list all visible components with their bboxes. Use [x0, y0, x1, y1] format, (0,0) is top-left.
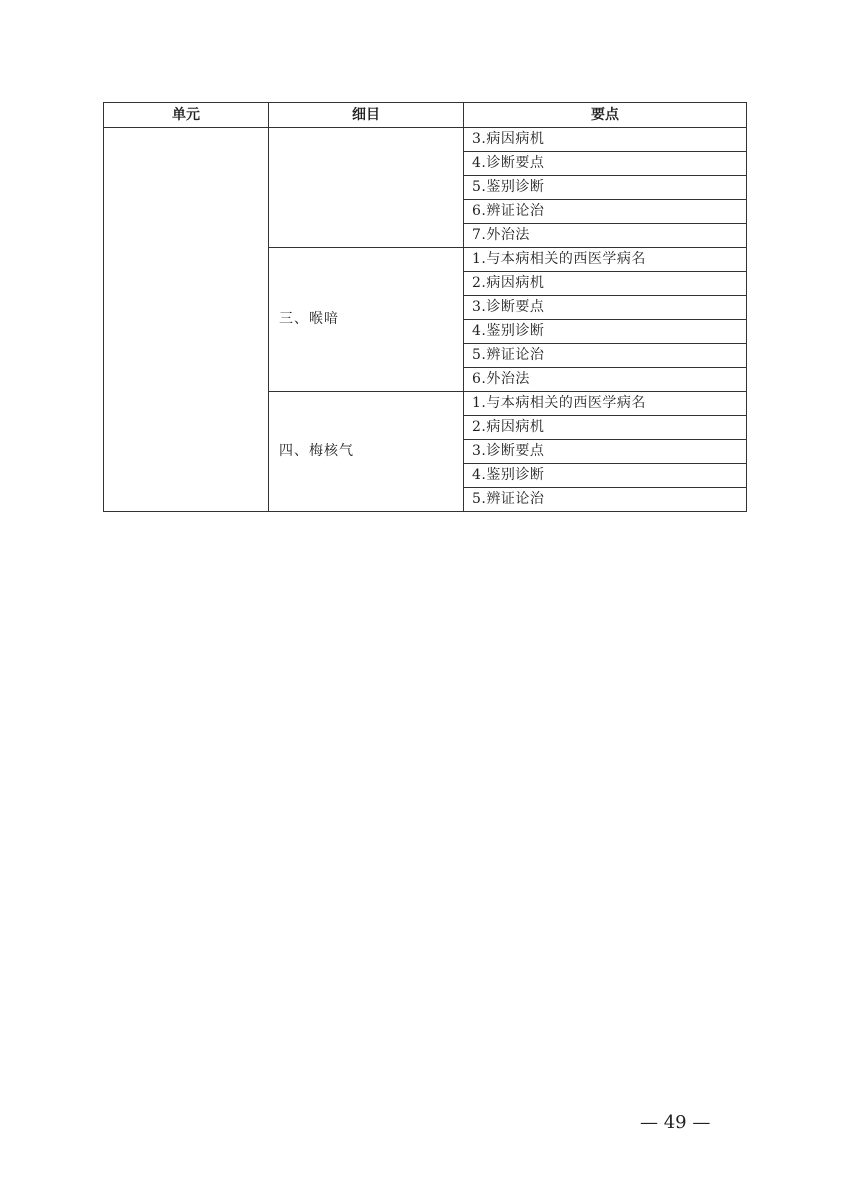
point-cell: 4.诊断要点	[464, 152, 747, 176]
point-cell: 6.辨证论治	[464, 200, 747, 224]
table-header-row	[104, 103, 747, 128]
point-cell: 2.病因病机	[464, 416, 747, 440]
point-cell: 3.病因病机	[464, 128, 747, 152]
point-cell: 1.与本病相关的西医学病名	[464, 248, 747, 272]
point-cell: 3.诊断要点	[464, 296, 747, 320]
item-cell: 四、梅核气	[269, 392, 464, 512]
header-point: 要点	[464, 103, 747, 128]
table-row	[104, 128, 747, 152]
point-cell: 6.外治法	[464, 368, 747, 392]
item-cell: 三、喉喑	[269, 248, 464, 392]
item-cell	[269, 128, 464, 248]
header-item: 细目	[269, 103, 464, 128]
page-number: — 49 —	[640, 1112, 711, 1133]
point-cell: 7.外治法	[464, 224, 747, 248]
syllabus-table	[103, 102, 747, 512]
point-cell: 5.辨证论治	[464, 488, 747, 512]
header-unit: 单元	[104, 103, 269, 128]
unit-cell	[104, 128, 269, 512]
point-cell: 4.鉴别诊断	[464, 320, 747, 344]
point-cell: 5.辨证论治	[464, 344, 747, 368]
point-cell: 5.鉴别诊断	[464, 176, 747, 200]
point-cell: 3.诊断要点	[464, 440, 747, 464]
point-cell: 2.病因病机	[464, 272, 747, 296]
point-cell: 4.鉴别诊断	[464, 464, 747, 488]
point-cell: 1.与本病相关的西医学病名	[464, 392, 747, 416]
table-body	[104, 128, 747, 512]
